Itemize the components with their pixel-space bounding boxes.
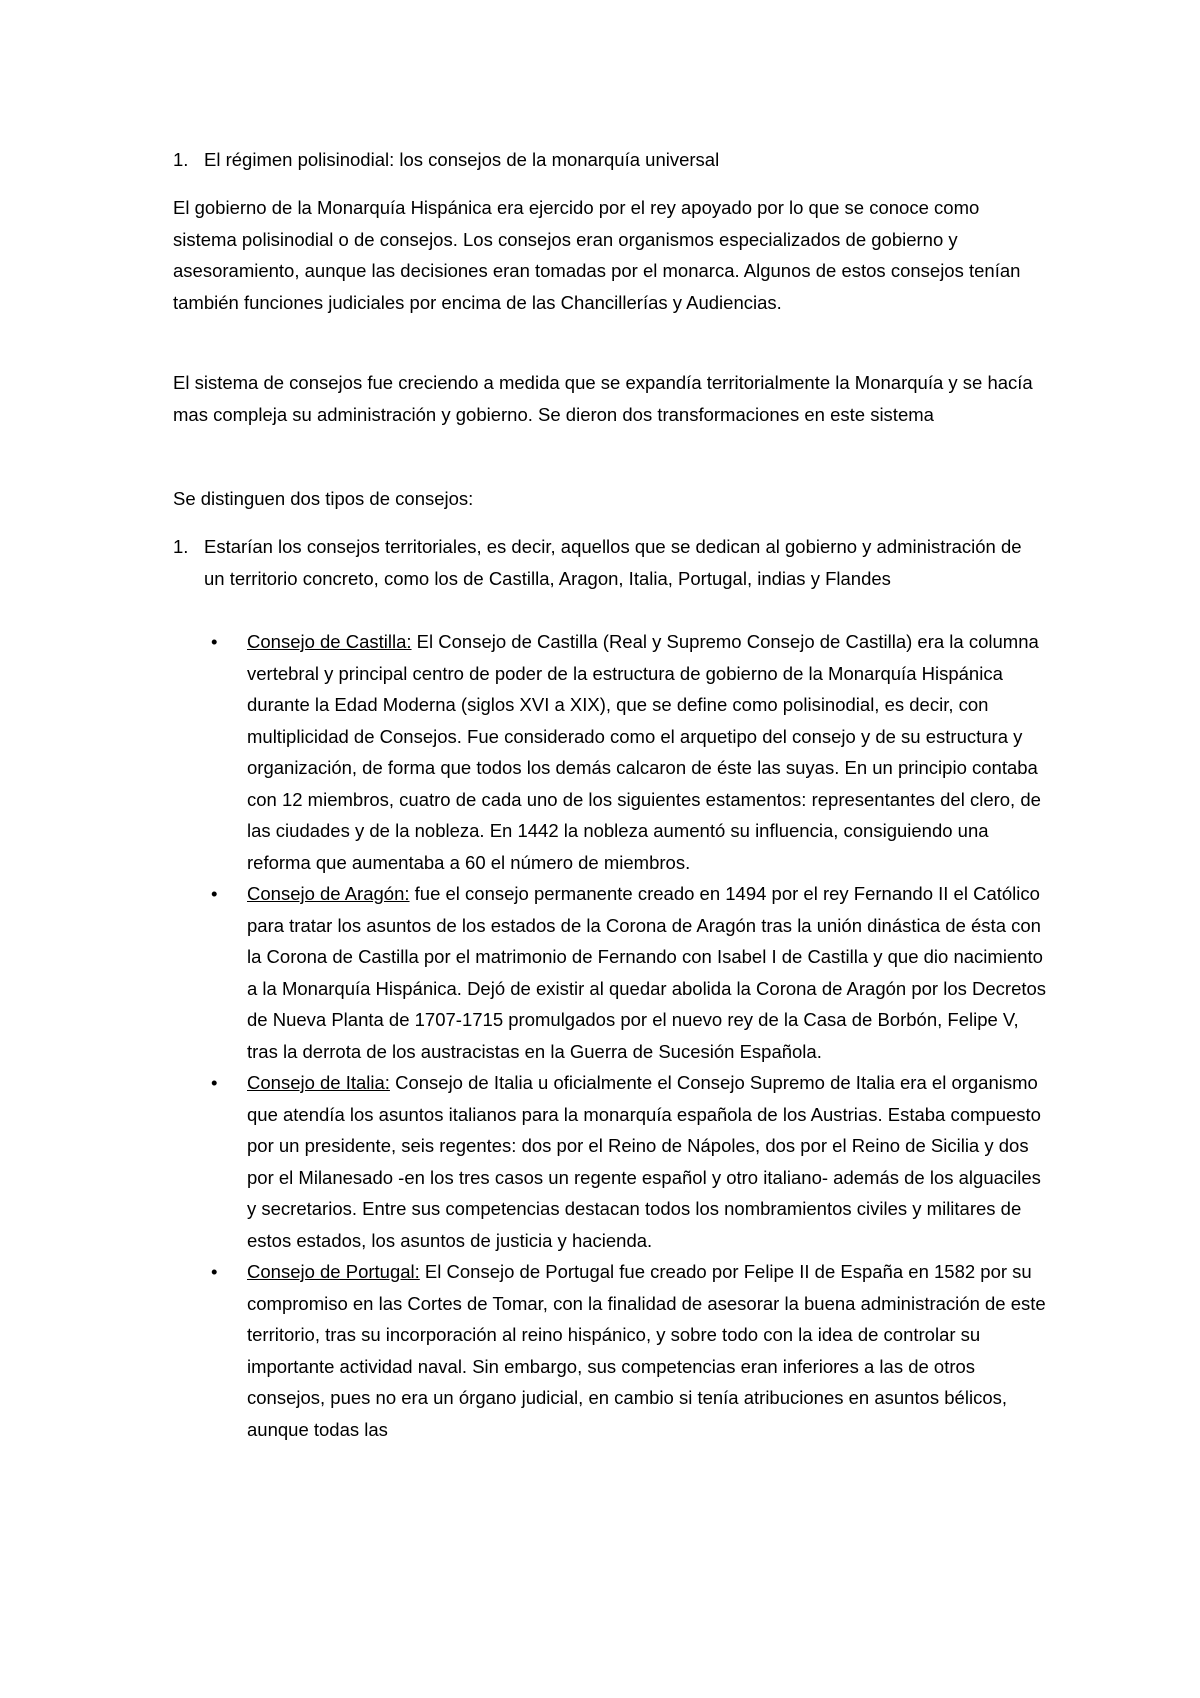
bullet-term: Consejo de Italia: bbox=[247, 1072, 390, 1093]
bullet-text: Consejo de Italia u oficialmente el Consejo Supremo de Italia era el organismo que atendía los asuntos italianos para la monarquía española de los Austrias. Estaba compuesto por un presidente, seis regentes: dos por el Reino de Nápoles, dos por el Reino de Sicilia y dos por el Milanesado -en los tres casos un regente español y otro italiano- además de los alguaciles y secretarios. Entre sus competencias destacan todos los nombramientos civiles y militares de estos estados, los asuntos de justicia y hacienda. bbox=[247, 1072, 1041, 1251]
bullet-item-portugal bbox=[211, 1256, 1047, 1445]
heading-number: 1. bbox=[173, 149, 189, 170]
paragraph-types: Se distinguen dos tipos de consejos: bbox=[173, 488, 474, 509]
bullet-icon: • bbox=[211, 883, 218, 904]
bullet-icon: • bbox=[211, 631, 218, 652]
bullet-item-italia bbox=[211, 1067, 1047, 1256]
bullet-term: Consejo de Portugal: bbox=[247, 1261, 420, 1282]
bullet-term: Consejo de Castilla: bbox=[247, 631, 412, 652]
numbered-list-item bbox=[173, 531, 1046, 594]
list-text: Estarían los consejos territoriales, es decir, aquellos que se dedican al gobierno y administración de un territorio concreto, como los de Castilla, Aragon, Italia, Portugal, indias y Flandes bbox=[204, 536, 1022, 589]
bullet-text: fue el consejo permanente creado en 1494 por el rey Fernando II el Católico para tratar los asuntos de los estados de la Corona de Aragón tras la unión dinástica de ésta con la Corona de Castilla por el matrimonio de Fernando con Isabel I de Castilla y que dio nacimiento a la Monarquía Hispánica. Dejó de existir al quedar abolida la Corona de Aragón por los Decretos de Nueva Planta de 1707-1715 promulgados por el nuevo rey de la Casa de Borbón, Felipe V, tras la derrota de los austracistas en la Guerra de Sucesión Española. bbox=[247, 883, 1047, 1062]
section-heading bbox=[173, 144, 1076, 176]
bullet-item-aragon bbox=[211, 878, 1047, 1067]
bullet-text: El Consejo de Portugal fue creado por Felipe II de España en 1582 por su compromiso en las Cortes de Tomar, con la finalidad de asesorar la buena administración de este territorio, tras su incorporación al reino hispánico, y sobre todo con la idea de controlar su importante actividad naval. Sin embargo, sus competencias eran inferiores a las de otros consejos, pues no era un órgano judicial, en cambio si tenía atribuciones en asuntos bélicos, aunque todas las bbox=[247, 1261, 1046, 1440]
list-number: 1. bbox=[173, 536, 189, 557]
bullet-term: Consejo de Aragón: bbox=[247, 883, 410, 904]
paragraph-intro: El gobierno de la Monarquía Hispánica era ejercido por el rey apoyado por lo que se conoce como sistema polisinodial o de consejos. Los consejos eran organismos especializados de gobierno y asesoramiento, aunque las decisiones eran tomadas por el monarca. Algunos de estos consejos tenían también funciones judiciales por encima de las Chancillerías y Audiencias. bbox=[173, 197, 1021, 313]
bullet-text: El Consejo de Castilla (Real y Supremo Consejo de Castilla) era la columna vertebral y principal centro de poder de la estructura de gobierno de la Monarquía Hispánica durante la Edad Moderna (siglos XVI a XIX), que se define como polisinodial, es decir, con multiplicidad de Consejos. Fue considerado como el arquetipo del consejo y de su estructura y organización, de forma que todos los demás calcaron de éste las suyas. En un principio contaba con 12 miembros, cuatro de cada uno de los siguientes estamentos: representantes del clero, de las ciudades y de la nobleza. En 1442 la nobleza aumentó su influencia, consiguiendo una reforma que aumentaba a 60 el número de miembros. bbox=[247, 631, 1041, 873]
heading-text: El régimen polisinodial: los consejos de la monarquía universal bbox=[204, 149, 720, 170]
bullet-item-castilla bbox=[211, 626, 1047, 878]
paragraph-growth: El sistema de consejos fue creciendo a medida que se expandía territorialmente la Monarquía y se hacía mas compleja su administración y gobierno. Se dieron dos transformaciones en este sistema bbox=[173, 372, 1033, 425]
bullet-icon: • bbox=[211, 1261, 218, 1282]
bullet-icon: • bbox=[211, 1072, 218, 1093]
bullet-list bbox=[211, 626, 1047, 1445]
